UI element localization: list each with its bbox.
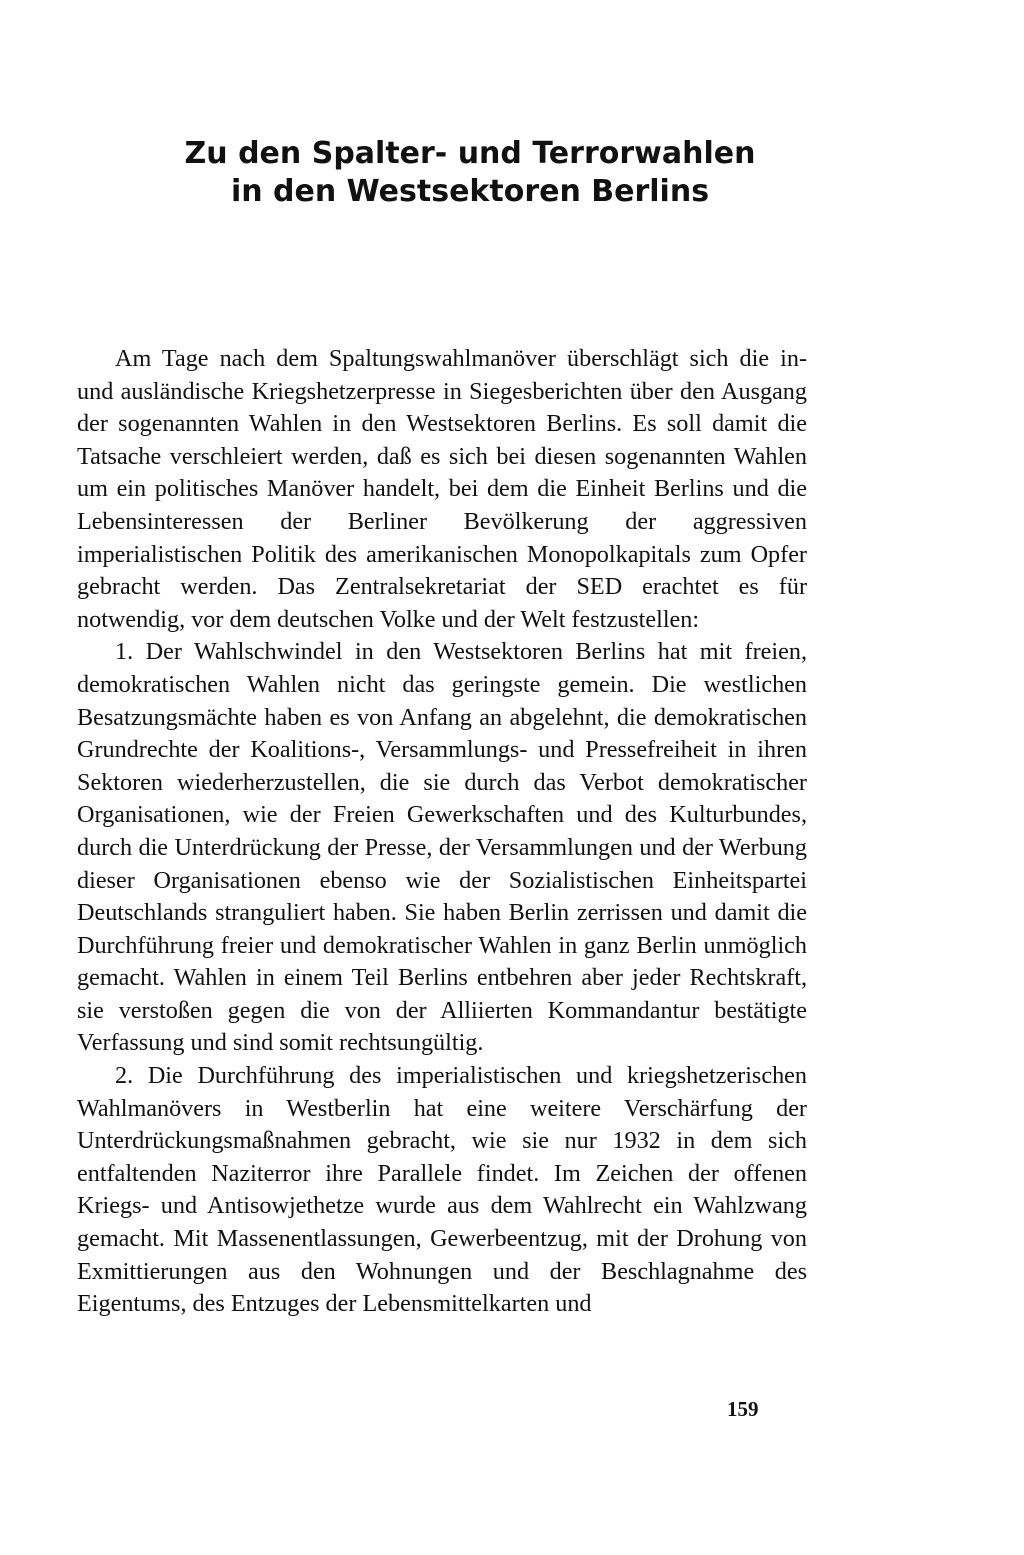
paragraph-point-1: 1. Der Wahlschwindel in den Westsektoren Berlins hat mit freien, demokratischen Wahlen nicht das geringste gemein. Die westlichen Besatzungsmächte haben es von Anfang an abgelehnt, die demokratischen Grundrechte der Koalitions-, Versammlungs- und Pressefreiheit in ihren Sektoren wiederherzustellen, die sie durch das Verbot demokratischer Organisationen, wie der Freien Gewerkschaften und des Kulturbundes, durch die Unterdrückung der Presse, der Versammlungen und der Werbung dieser Organisationen ebenso wie der Sozialistischen Einheitspartei Deutschlands stranguliert haben. Sie haben Berlin zerrissen und damit die Durchführung freier und demokratischer Wahlen in ganz Berlin unmöglich gemacht. Wahlen in einem Teil Berlins entbehren aber jeder Rechtskraft, sie verstoßen gegen die von der Alliierten Kommandantur bestätigte Verfassung und sind somit rechtsungültig. xyxy=(77,638,807,1057)
paragraph-point-2: 2. Die Durchführung des imperialistischen und kriegshetzerischen Wahlmanövers in Westberlin hat eine weitere Verschärfung der Unterdrückungsmaßnahmen gebracht, wie sie nur 1932 in dem sich entfaltenden Naziterror ihre Parallele findet. Im Zeichen der offenen Kriegs- und Antisowjethetze wurde aus dem Wahlrecht ein Wahlzwang gemacht. Mit Massenentlassungen, Gewerbeentzug, mit der Drohung von Exmittierungen aus den Wohnungen und der Beschlagnahme des Eigentums, des Entzuges der Lebensmittelkarten und xyxy=(77,1062,807,1318)
title-line-2: in den Westsektoren Berlins xyxy=(230,174,710,209)
paragraph-intro: Am Tage nach dem Spaltungswahlmanöver überschlägt sich die in- und ausländische Kriegshetzerpresse in Siegesberichten über den Ausgang der sogenannten Wahlen in den Westsektoren Berlins. Es soll damit die Tatsache verschleiert werden, daß es sich bei diesen sogenannten Wahlen um ein politisches Manöver handelt, bei dem die Einheit Berlins und die Lebensinteressen der Berliner Bevölkerung der aggressiven imperialistischen Politik des amerikanischen Monopolkapitals zum Opfer gebracht werden. Das Zentralsekretariat der SED erachtet es für notwendig, vor dem deutschen Volke und der Welt festzustellen: xyxy=(77,345,807,633)
title-line-1: Zu den Spalter- und Terrorwahlen xyxy=(184,136,756,171)
body-text xyxy=(77,343,807,1321)
page-number: 159 xyxy=(727,1397,759,1421)
